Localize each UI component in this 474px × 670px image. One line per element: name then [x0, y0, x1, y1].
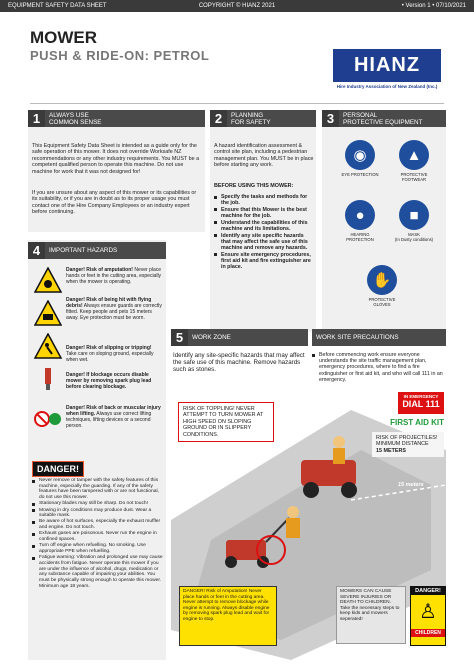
list-item: Fatigue warning: Vibration and prolonged use may cause accidents from fatigue. Never operate this mower if you are under the influence of alcohol, drugs, medication or any substance capable of impairing your abilities. You must be physically strong enough to operate this mower. Minimum age 18 years.: [32, 555, 163, 589]
section-title: [339, 110, 446, 127]
page-title: MOWER: [30, 28, 98, 47]
list-item: Be aware of hot surfaces, especially the exhaust muffler and engine. Do not touch.: [32, 519, 163, 530]
list-item: Ensure site emergency procedures, first aid kit and fire extinguisher are in place.: [214, 252, 314, 271]
section-title: [45, 110, 205, 127]
spark-plug-icon: [34, 366, 62, 392]
danger-children-top: DANGER!: [411, 587, 445, 595]
hearing-icon: ●: [345, 200, 375, 230]
page-subtitle: PUSH & RIDE-ON: PETROL: [30, 48, 210, 63]
list-item: Exhaust gases are poisonous. Never run the engine in confined spaces.: [32, 531, 163, 542]
hazard-bold: Danger! Risk of being hit with flying debris!: [66, 297, 152, 309]
list-item: Never remove or tamper with the safety features of this machine, especially the guarding. If any of the safety features have been tampered with or are not functional, do not use this mower.: [32, 478, 163, 501]
section-2-header: [210, 110, 316, 127]
section-title: IMPORTANT HAZARDS: [45, 242, 166, 259]
gloves-icon: ✋: [367, 265, 397, 295]
section-title-line: PROTECTIVE EQUIPMENT: [343, 118, 423, 126]
children-warning-box: [336, 586, 406, 644]
hazard-bold: Danger! Risk of slipping or tripping!: [66, 345, 152, 351]
section-number: 4: [28, 242, 45, 259]
emergency-number: DIAL 111: [402, 399, 440, 409]
ppe-label: PROTECTIVE GLOVES: [368, 297, 396, 307]
section-title-line: PLANNING: [231, 111, 264, 119]
ppe-gloves: [360, 265, 404, 307]
work-zone-intro: Identify any site-specific hazards that may affect the safe use of this machine. Remove hazards such as stones.: [173, 352, 305, 374]
toppling-callout: [178, 402, 274, 442]
ppe-mask: [392, 200, 436, 242]
ppe-eye: [338, 140, 382, 177]
list-item: Ensure that this Mower is the best machine for the job.: [214, 207, 314, 219]
sheet-type: EQUIPMENT SAFETY DATA SHEET: [8, 3, 107, 9]
list-item: Mowing in dry conditions may produce dust. Wear a suitable mask.: [32, 508, 163, 519]
logo-tagline: Hire Industry Association of New Zealand (Inc.): [336, 84, 438, 89]
list-item: Turn off engine when refuelling. No smoking. Use appropriate PPE when refuelling.: [32, 543, 163, 554]
top-bar: [0, 0, 474, 12]
section-1-paragraph: This Equipment Safety Data Sheet is intended as a guide only for the safe operation of this mower. It does not override Worksafe NZ recommendations or any other industry requirements. You MUST be a competent qualified person to operate this machine. Do not use machine for work that it was not designed for!: [32, 143, 200, 175]
ppe-footwear: [392, 140, 436, 182]
hazard-text: Never place hands or feet in the cutting area, especially when the mower is operating.: [66, 267, 162, 285]
amputation-warning-icon: [34, 267, 62, 293]
danger-label: DANGER!: [32, 461, 84, 477]
hazard-item: [66, 373, 162, 391]
hianz-logo: HIANZ: [333, 49, 441, 82]
children-icon: ♙: [419, 601, 437, 623]
lifting-injury-icon: [34, 406, 62, 432]
ppe-label: PROTECTIVE FOOTWEAR: [400, 172, 428, 182]
ppe-hearing: [338, 200, 382, 242]
section-title-line: COMMON SENSE: [49, 118, 102, 126]
slip-trip-icon: [34, 333, 62, 359]
section-title: WORK ZONE: [188, 329, 308, 346]
ppe-label: MASK: [408, 232, 420, 237]
danger-list: [32, 478, 163, 590]
danger-children-bottom: CHILDREN: [411, 629, 445, 637]
first-aid-label: FIRST AID KIT: [390, 418, 444, 427]
amputation-warning: DANGER! Risk of Amputation! Never place hands or feet in the cutting area. Never attempt to remove blockage while engine is running. Always disable engine by removing spark plug lead and wait for engine to stop.: [179, 586, 277, 646]
projectiles-text: RISK OF PROJECTILES! MINIMUM DISTANCE: [376, 435, 438, 448]
hazard-text: Always use correct lifting techniques, lifting devices or a second person.: [66, 410, 152, 429]
section-title-line: PERSONAL: [343, 111, 378, 119]
ppe-label: HEARING PROTECTION: [346, 232, 374, 242]
flying-debris-icon: [34, 300, 62, 326]
distance-label: 15 meters: [398, 482, 424, 488]
emergency-box: [398, 392, 444, 414]
danger-children-sign: [410, 586, 446, 646]
section-number: 1: [28, 110, 45, 127]
section-title-line: ALWAYS USE: [49, 111, 89, 119]
projectiles-distance: 15 METERS: [376, 447, 406, 454]
list-item: Before commencing work ensure everyone understands the site traffic management plan, emergency procedures, where to find a fire extinguisher or first aid kit, and who will call 111 in an emergency.: [312, 352, 446, 383]
precautions-list: [312, 352, 446, 384]
section-2-paragraph: A hazard identification assessment & control site plan, including a pedestrian management plan. You MUST be in place before starting any work.: [214, 143, 314, 169]
section-2-list-title: BEFORE USING THIS MOWER:: [214, 183, 294, 189]
hazard-bold: Danger! Risk of back or muscular injury when lifting.: [66, 405, 161, 417]
list-item: Stationary blades may still be sharp. Do not touch!: [32, 501, 163, 507]
emergency-label: IN EMERGENCY: [403, 394, 439, 399]
ppe-label: EYE PROTECTION: [341, 172, 379, 177]
copyright: COPYRIGHT © HIANZ 2021: [198, 3, 276, 9]
section-number: 5: [171, 329, 188, 346]
section-3-header: [322, 110, 446, 127]
hazard-item: [66, 346, 162, 364]
precautions-title: WORK SITE PRECAUTIONS: [312, 329, 446, 346]
children-warning-text: MOWERS CAN CAUSE SEVERE INJURIES OR DEATH TO CHILDREN. Take the necessary steps to keep kids and mowers seperated!: [340, 589, 400, 622]
toppling-text: RISK OF TOPPLING! NEVER ATTEMPT TO TURN MOWER AT HIGH SPEED ON SLOPING GROUND OR IN SLIPPERY CONDITIONS.: [183, 406, 264, 438]
mask-icon: ■: [399, 200, 429, 230]
eye-protection-icon: ◉: [345, 140, 375, 170]
section-1-paragraph: If you are unsure about any aspect of this mower or its capabilities or its suitability, or if you are in doubt as to its proper usage you must contact one of the Hire Company Employees or an industry expert before continuing.: [32, 190, 197, 216]
hazard-item: [66, 298, 162, 322]
section-1-header: [28, 110, 205, 127]
hazard-text: Take care on sloping ground, especially when wet.: [66, 350, 154, 363]
divider: [30, 103, 444, 104]
footwear-icon: ▲: [399, 140, 429, 170]
section-2-list: [214, 194, 314, 271]
hazard-bold: Danger! If blockage occurs disable mower by removing spark plug lead before clearing blockage.: [66, 372, 152, 390]
list-item: Understand the capabilities of this machine and its limitations.: [214, 220, 314, 232]
hazard-item: [66, 406, 162, 430]
list-item: Identify any site specific hazards that may affect the safe use of this machine and remove any hazards.: [214, 233, 314, 252]
section-title: [227, 110, 316, 127]
hazard-item: [66, 268, 162, 286]
section-number: 2: [210, 110, 227, 127]
section-title-line: FOR SAFETY: [231, 118, 271, 126]
ppe-sublabel: (In Dusty conditions): [394, 237, 434, 242]
hazard-text: Always ensure guards are correctly fitted. Keep people and pets 15 meters away. Eye protection must be worn.: [66, 302, 162, 321]
section-number: 3: [322, 110, 339, 127]
hazard-bold: Danger! Risk of amputation!: [66, 267, 133, 273]
list-item: Specify the tasks and methods for the job.: [214, 194, 314, 206]
section-4-header: [28, 242, 166, 259]
section-5-header: [171, 329, 308, 346]
version-date: • Version 1 • 07/10/2021: [401, 3, 467, 9]
projectiles-callout: [372, 432, 444, 457]
